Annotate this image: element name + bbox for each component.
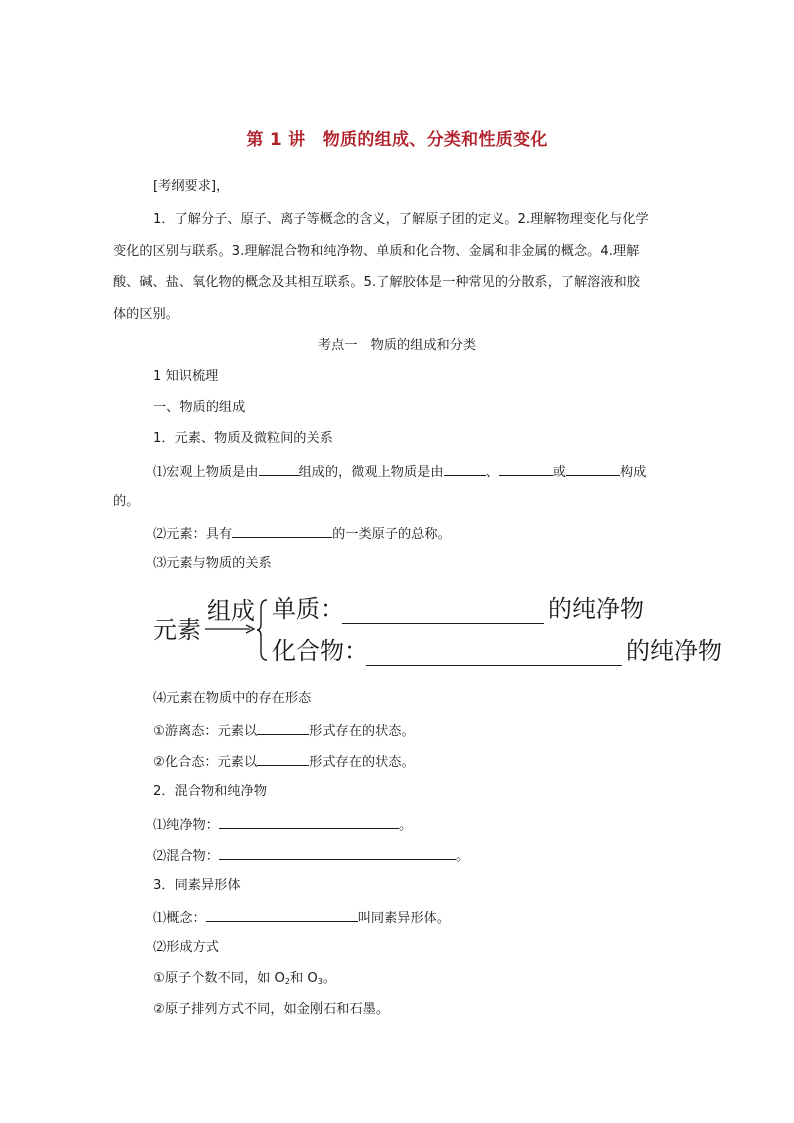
compound-label: 化合物：	[272, 637, 368, 665]
text: ⑴宏观上物质是由	[153, 465, 259, 480]
text: ②化合态：元素以	[153, 755, 258, 770]
text: ⑵混合物：	[153, 849, 219, 864]
text: 、	[485, 465, 499, 480]
text: 的一类原子的总称。	[332, 527, 451, 542]
simple-substance-label: 单质：	[272, 595, 344, 623]
section-title: 考点一 物质的组成和分类	[317, 338, 477, 353]
item3-formation: ⑵形成方式	[153, 940, 219, 955]
text: ⑵元素：具有	[153, 527, 233, 542]
text: 形式存在的状态。	[309, 755, 415, 770]
forms-combined	[153, 751, 415, 773]
text: ①原子个数不同，如 O	[153, 971, 285, 986]
blank	[366, 665, 622, 666]
text: 。	[398, 818, 413, 833]
text: 和 O	[290, 971, 318, 986]
item1-line1-end: 的。	[113, 494, 140, 509]
forms-heading: ⑷元素在物质中的存在形态	[153, 691, 312, 706]
text: ⑴概念：	[153, 911, 206, 926]
blank	[499, 461, 553, 476]
composition-heading: 一、物质的组成	[153, 400, 246, 415]
item3-heading: 3．同素异形体	[153, 878, 241, 893]
brace-icon	[255, 598, 269, 662]
item2-pure	[153, 814, 412, 836]
item1-heading: 1．元素、物质及微粒间的关系	[153, 431, 333, 446]
blank	[219, 814, 399, 829]
blank	[259, 461, 299, 476]
text: 。	[322, 971, 337, 986]
blank	[257, 720, 309, 735]
item2-heading: 2．混合物和纯净物	[153, 784, 267, 799]
blank	[232, 523, 332, 538]
item1-line2	[153, 523, 451, 545]
knowledge-heading: 1 知识梳理	[153, 369, 219, 384]
text: ①游离态：元素以	[153, 724, 258, 739]
blank	[219, 845, 456, 860]
compound-suffix: 的纯净物	[626, 637, 722, 665]
item1-line1	[153, 461, 646, 483]
item3-way2: ②原子排列方式不同，如金刚石和石墨。	[153, 1002, 390, 1017]
text: 构成	[619, 465, 647, 480]
item3-concept	[153, 907, 450, 929]
item1-line3: ⑶元素与物质的关系	[153, 556, 272, 571]
arrow-icon	[205, 622, 257, 636]
element-label: 元素	[153, 616, 201, 644]
text: 形式存在的状态。	[309, 724, 415, 739]
blank	[566, 461, 620, 476]
arrow-label: 组成	[207, 597, 255, 625]
text: 叫同素异形体。	[357, 911, 451, 926]
simple-substance-suffix: 的纯净物	[548, 595, 644, 623]
requirements-line: 1．了解分子、原子、离子等概念的含义，了解原子团的定义。2.理解物理变化与化学	[153, 212, 649, 227]
item3-way1	[153, 969, 336, 992]
blank	[206, 907, 358, 922]
text: 组成的，微观上物质是由	[298, 465, 444, 480]
subscript: 3	[317, 977, 323, 986]
text: 。	[455, 849, 470, 864]
blank	[444, 461, 486, 476]
requirements-line: 体的区别。	[113, 307, 179, 322]
requirements-line: 酸、碱、盐、氧化物的概念及其相互联系。5.了解胶体是一种常见的分散系，了解溶液和胶	[113, 275, 640, 290]
text: ⑴纯净物：	[153, 818, 219, 833]
subscript: 2	[284, 977, 290, 986]
blank	[257, 751, 309, 766]
requirements-label: [考纲要求]，	[153, 179, 230, 194]
requirements-line: 变化的区别与联系。3.理解混合物和纯净物、单质和化合物、金属和非金属的概念。4.理解	[113, 244, 640, 259]
page-title: 第 1 讲 物质的组成、分类和性质变化	[246, 130, 548, 150]
forms-free	[153, 720, 415, 742]
item2-mixture	[153, 845, 469, 867]
text: 或	[552, 465, 566, 480]
blank	[342, 623, 544, 624]
